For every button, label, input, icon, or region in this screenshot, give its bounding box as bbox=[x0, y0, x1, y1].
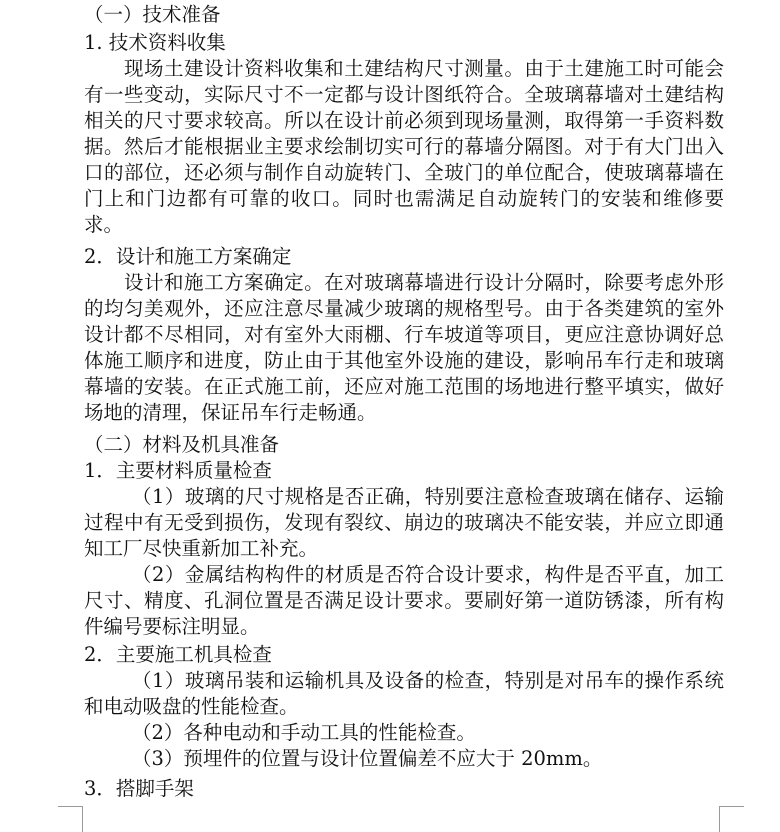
section2-item2-title: 2．主要施工机具检查 bbox=[84, 643, 272, 666]
section1-item2-body: 设计和施工方案确定。在对玻璃幕墙进行设计分隔时，除要考虑外形的均匀美观外，还应注意尽量减少玻璃的规格型号。由于各类建筑的室外设计都不尽相同，对有室外大雨棚、行车坡道等项目，更应注意协调好总体施工顺序和进度，防止由于其他室外设施的建设，影响吊车行走和玻璃幕墙的安装。在正式施工前，还应对施工范围的场地进行整平填实，做好场地的清理，保证吊车行走畅通。 bbox=[84, 271, 724, 424]
section1-item2-title: 2．设计和施工方案确定 bbox=[84, 245, 292, 268]
crop-mark-right-vertical bbox=[719, 806, 720, 832]
crop-mark-left-horizontal bbox=[58, 806, 82, 807]
section2-heading: （二）材料及机具准备 bbox=[84, 433, 280, 456]
section1-heading: （一）技术准备 bbox=[84, 3, 221, 26]
crop-mark-right-horizontal bbox=[720, 806, 744, 807]
section2-item2-paragraph-1: （1）玻璃吊装和运输机具及设备的检查，特别是对吊车的操作系统和电动吸盘的性能检查。 bbox=[84, 669, 724, 718]
section2-item1-paragraph-2: （2）金属结构构件的材质是否符合设计要求，构件是否平直，加工尺寸、精度、孔洞位置是否满足设计要求。要刷好第一道防锈漆，所有构件编号要标注明显。 bbox=[84, 563, 724, 638]
section2-item1-title: 1．主要材料质量检查 bbox=[84, 459, 272, 482]
section1-item1-body: 现场土建设计资料收集和土建结构尺寸测量。由于土建施工时可能会有一些变动，实际尺寸不一定都与设计图纸符合。全玻璃幕墙对土建结构相关的尺寸要求较高。所以在设计前必须到现场量测，取得第一手资料数据。然后才能根据业主要求绘制切实可行的幕墙分隔图。对于有大门出入口的部位，还必须与制作自动旋转门、全玻门的单位配合，使玻璃幕墙在门上和门边都有可靠的收口。同时也需满足自动旋转门的安装和维修要求。 bbox=[84, 57, 724, 236]
section2-item2-paragraph-2: （2）各种电动和手动工具的性能检查。 bbox=[132, 721, 476, 744]
section1-item1-title: 1. 技术资料收集 bbox=[84, 31, 226, 54]
section2-item2-paragraph-3: （3）预埋件的位置与设计位置偏差不应大于 20mm。 bbox=[132, 747, 603, 770]
section2-item3-title: 3．搭脚手架 bbox=[84, 777, 194, 800]
section2-item1-paragraph-1: （1）玻璃的尺寸规格是否正确，特别要注意检查玻璃在储存、运输过程中有无受到损伤，发现有裂纹、崩边的玻璃决不能安装，并应立即通知工厂尽快重新加工补充。 bbox=[84, 485, 724, 560]
crop-mark-left-vertical bbox=[82, 806, 83, 832]
